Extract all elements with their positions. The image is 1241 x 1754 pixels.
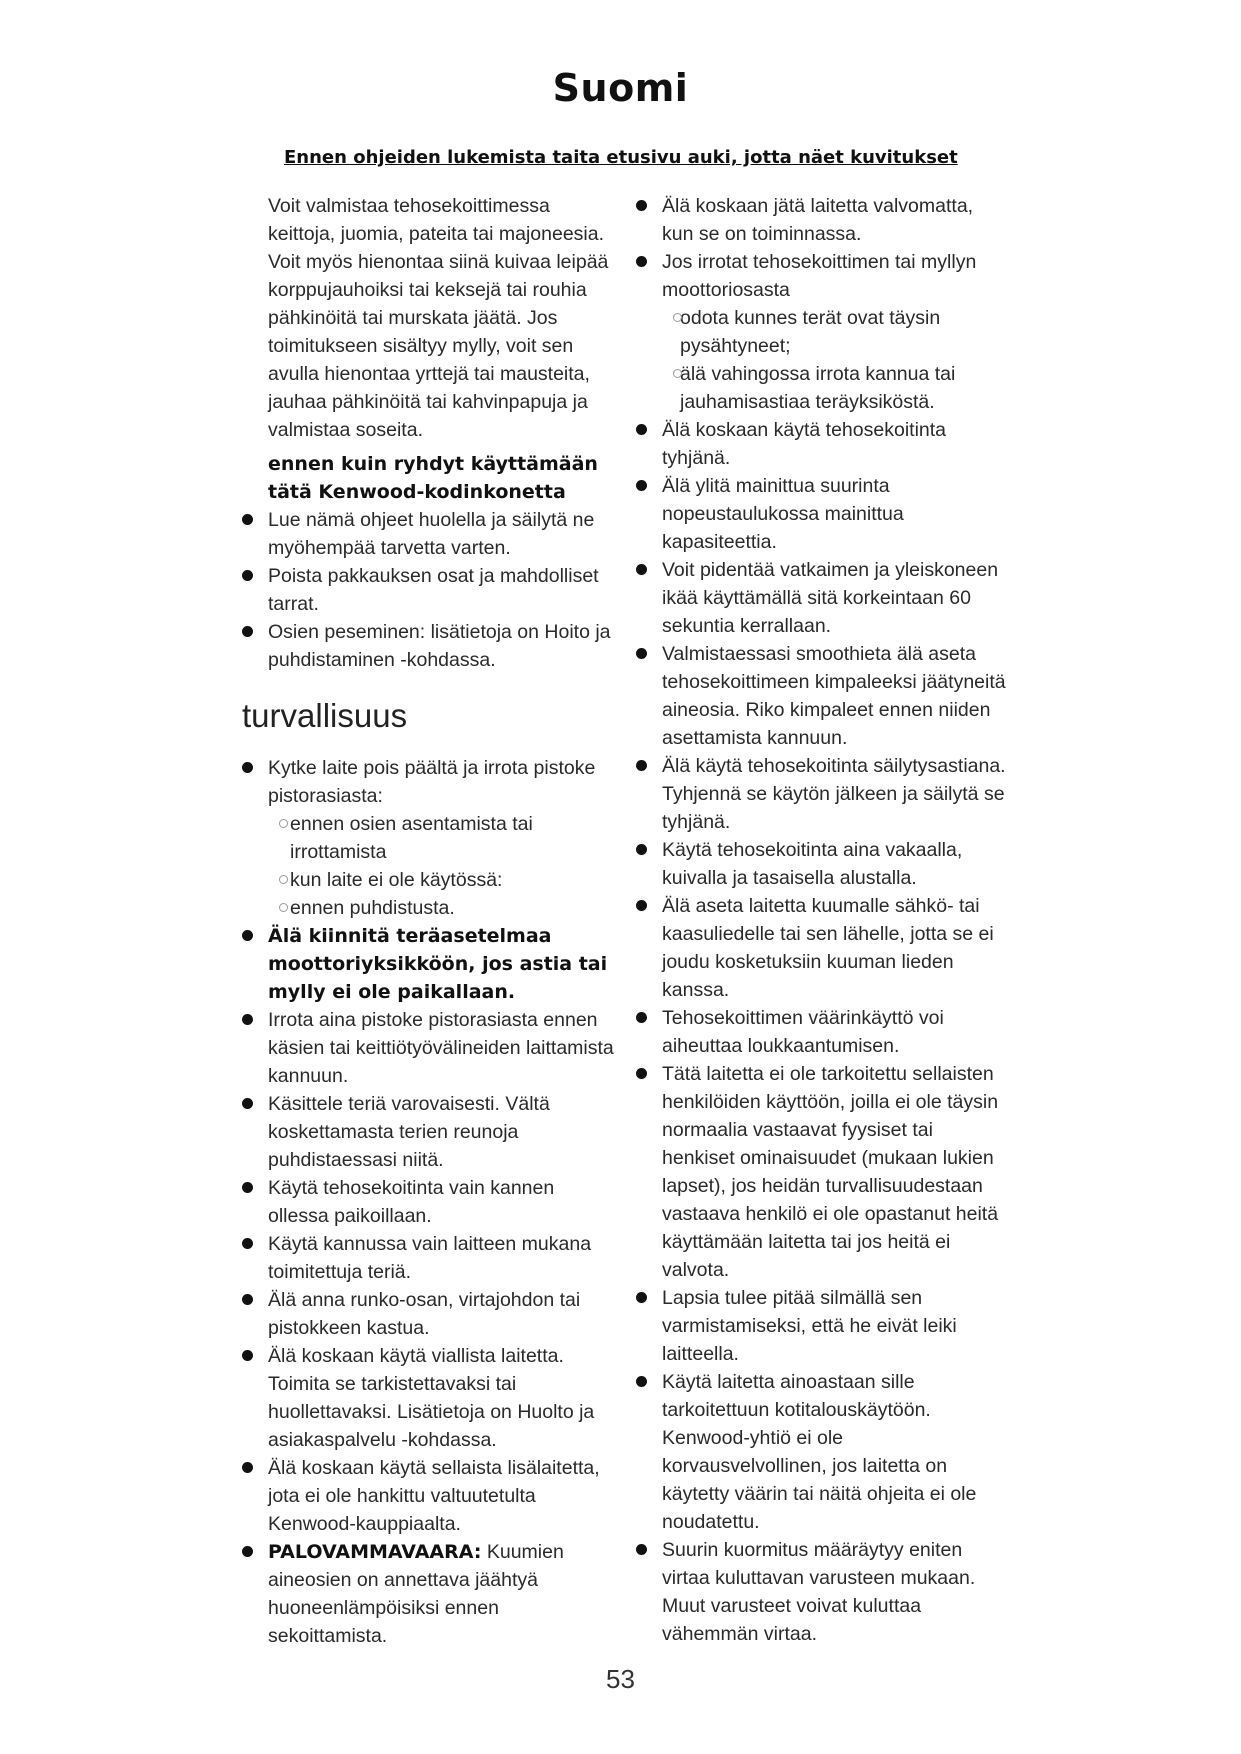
sub-list-item: ennen puhdistusta.: [242, 894, 614, 922]
list-item: Käytä tehosekoitinta aina vakaalla, kuivalla ja tasaisella alustalla.: [636, 836, 1008, 892]
left-column: [242, 192, 614, 1650]
list-item: Voit pidentää vatkaimen ja yleiskoneen ikää käyttämällä sitä korkeintaan 60 sekuntia kerrallaan.: [636, 556, 1008, 640]
burn-warning-text: Kuumien aineosien on annettava jäähtyä huoneenlämpöisiksi ennen sekoittamista.: [268, 1541, 564, 1647]
intro-paragraph: Voit valmistaa tehosekoittimessa keittoja, juomia, pateita tai majoneesia. Voit myös hienontaa siinä kuivaa leipää korppujauhoiksi tai keksejä tai rouhia pähkinöitä tai murskata jäätä. Jos toimitukseen sisältyy mylly, voit sen avulla hienontaa yrttejä tai mausteita, jauhaa pähkinöitä tai kahvinpapuja ja valmistaa soseita.: [268, 195, 609, 441]
list-item: Käytä laitetta ainoastaan sille tarkoitettuun kotitalouskäytöön. Kenwood-yhtiö ei ole korvausvelvollinen, jos laitetta on käytetty väärin tai näitä ohjeita ei ole noudatettu.: [636, 1368, 1008, 1536]
list-item: Käytä tehosekoitinta vain kannen ollessa paikoillaan.: [242, 1174, 614, 1230]
list-item: Älä ylitä mainittua suurinta nopeustaulukossa mainittua kapasiteettia.: [636, 472, 1008, 556]
list-item: Valmistaessasi smoothieta älä aseta tehosekoittimeen kimpaleeksi jäätyneitä aineosia. Riko kimpaleet ennen niiden asettamista kannuun.: [636, 640, 1008, 752]
blade-warning: Älä kiinnitä teräasetelmaa moottoriyksikköön, jos astia tai mylly ei ole paikallaan.: [242, 922, 614, 1006]
burn-warning-item: [242, 1538, 614, 1650]
sub-list-item: kun laite ei ole käytössä:: [242, 866, 614, 894]
list-item: Jos irrotat tehosekoittimen tai myllyn moottoriosasta: [636, 248, 1008, 304]
list-item: Kytke laite pois päältä ja irrota pistoke pistorasiasta:: [242, 754, 614, 810]
subtitle: Ennen ohjeiden lukemista taita etusivu auki, jotta näet kuvitukset: [284, 147, 958, 168]
burn-warning-label: PALOVAMMAVAARA:: [268, 1541, 482, 1563]
list-item: Lue nämä ohjeet huolella ja säilytä ne myöhempää tarvetta varten.: [242, 506, 614, 562]
before-use-heading: ennen kuin ryhdyt käyttämään tätä Kenwood-kodinkonetta: [268, 453, 598, 503]
list-item: Älä aseta laitetta kuumalle sähkö- tai kaasuliedelle tai sen lähelle, jotta se ei joudu kosketuksiin kuuman lieden kanssa.: [636, 892, 1008, 1004]
list-item: Älä koskaan jätä laitetta valvomatta, kun se on toiminnassa.: [636, 192, 1008, 248]
list-item: Poista pakkauksen osat ja mahdolliset tarrat.: [242, 562, 614, 618]
list-item: Käytä kannussa vain laitteen mukana toimitettuja teriä.: [242, 1230, 614, 1286]
list-item: Tehosekoittimen väärinkäyttö voi aiheuttaa loukkaantumisen.: [636, 1004, 1008, 1060]
list-item: Älä käytä tehosekoitinta säilytysastiana. Tyhjennä se käytön jälkeen ja säilytä se tyhjänä.: [636, 752, 1008, 836]
list-item: Suurin kuormitus määräytyy eniten virtaa kuluttavan varusteen mukaan. Muut varusteet voivat kuluttaa vähemmän virtaa.: [636, 1536, 1008, 1648]
list-item: Irrota aina pistoke pistorasiasta ennen käsien tai keittiötyövälineiden laittamista kannuun.: [242, 1006, 614, 1090]
page-number: 53: [606, 1664, 635, 1694]
list-item: Älä koskaan käytä sellaista lisälaitetta, jota ei ole hankittu valtuutetulta Kenwood-kauppiaalta.: [242, 1454, 614, 1538]
sub-list-item: odota kunnes terät ovat täysin pysähtyneet;: [636, 304, 1008, 360]
list-item: Lapsia tulee pitää silmällä sen varmistamiseksi, että he eivät leiki laitteella.: [636, 1284, 1008, 1368]
right-column: [636, 192, 1008, 1648]
list-item: Älä koskaan käytä viallista laitetta. Toimita se tarkistettavaksi tai huollettavaksi. Lisätietoja on Huolto ja asiakaspalvelu -kohdassa.: [242, 1342, 614, 1454]
list-item: Käsittele teriä varovaisesti. Vältä koskettamasta terien reunoja puhdistaessasi niitä.: [242, 1090, 614, 1174]
list-item: Älä koskaan käytä tehosekoitinta tyhjänä.: [636, 416, 1008, 472]
page-title: Suomi: [552, 66, 689, 110]
list-item: Älä anna runko-osan, virtajohdon tai pistokkeen kastua.: [242, 1286, 614, 1342]
sub-list-item: älä vahingossa irrota kannua tai jauhamisastiaa teräyksiköstä.: [636, 360, 1008, 416]
sub-list-item: ennen osien asentamista tai irrottamista: [242, 810, 614, 866]
list-item: Tätä laitetta ei ole tarkoitettu sellaisten henkilöiden käyttöön, joilla ei ole täysin normaalia vastaavat fyysiset tai henkiset ominaisuudet (mukaan lukien lapset), jos heidän turvallisuudestaan vastaava henkilö ei ole opastanut heitä käyttämään laitetta tai jos heitä ei valvota.: [636, 1060, 1008, 1284]
list-item: Osien peseminen: lisätietoja on Hoito ja puhdistaminen -kohdassa.: [242, 618, 614, 674]
safety-heading: turvallisuus: [242, 697, 408, 734]
